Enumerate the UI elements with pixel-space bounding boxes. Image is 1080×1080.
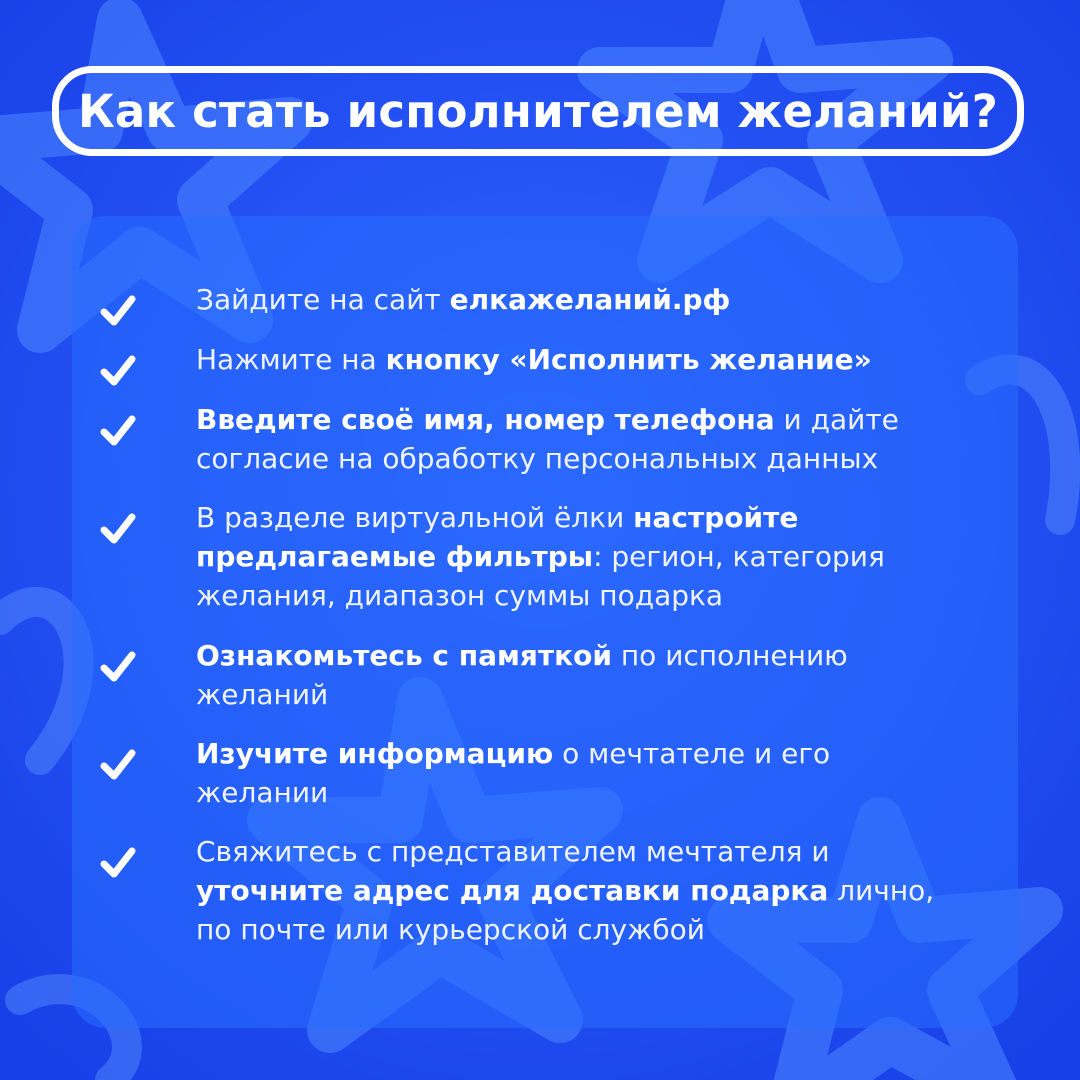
step-text-bold: уточните адрес для доставки подарка — [196, 874, 829, 907]
step-text — [196, 280, 996, 319]
step-text-regular: Свяжитесь с представителем мечтателя и — [196, 835, 830, 868]
step-text-regular: по почте или курьерской службой — [196, 913, 705, 946]
check-icon — [100, 748, 136, 782]
step-text-regular: лично, — [828, 874, 935, 907]
step-text — [196, 636, 996, 714]
step-text-regular: : регион, категория — [593, 540, 885, 573]
step-line — [196, 734, 996, 773]
step-text-bold: елкажеланий.рф — [449, 283, 731, 316]
step-line — [196, 537, 996, 576]
step-line — [196, 871, 996, 910]
step-text — [196, 832, 996, 949]
step-text-bold: Введите своё имя, номер телефона — [196, 403, 775, 436]
step-text-bold: предлагаемые фильтры — [196, 540, 594, 573]
step-text-regular: и дайте — [774, 403, 899, 436]
check-icon — [100, 294, 136, 328]
step-line — [196, 832, 996, 871]
step-line — [196, 636, 996, 675]
step-line — [196, 280, 996, 319]
step-text — [196, 734, 996, 812]
step-text-regular: Нажмите на — [196, 343, 386, 376]
step-line — [196, 675, 996, 714]
step-text-bold: Ознакомьтесь с памяткой — [196, 639, 612, 672]
step-text-regular: желания, диапазон суммы подарка — [196, 579, 724, 612]
check-icon — [100, 414, 136, 448]
step-text-bold: настройте — [633, 501, 799, 534]
step-line — [196, 773, 996, 812]
page-title: Как стать исполнителем желаний? — [77, 84, 999, 138]
step-text-regular: по исполнению — [611, 639, 848, 672]
step-line — [196, 576, 996, 615]
check-icon — [100, 354, 136, 388]
check-icon — [100, 650, 136, 684]
step-text-regular: В разделе виртуальной ёлки — [196, 501, 634, 534]
step-text-bold: кнопку «Исполнить желание» — [385, 343, 872, 376]
check-icon — [100, 512, 136, 546]
step-line — [196, 498, 996, 537]
check-icon — [100, 846, 136, 880]
step-line — [196, 910, 996, 949]
step-text-regular: о мечтателе и его — [553, 737, 831, 770]
step-text-regular: согласие на обработку персональных данных — [196, 442, 879, 475]
step-text-bold: Изучите информацию — [196, 737, 554, 770]
step-text-regular: желании — [196, 776, 329, 809]
step-text-regular: Зайдите на сайт — [196, 283, 450, 316]
step-line — [196, 400, 996, 439]
step-text-regular: желаний — [196, 678, 329, 711]
step-text — [196, 340, 996, 379]
step-line — [196, 340, 996, 379]
step-line — [196, 439, 996, 478]
step-text — [196, 400, 996, 478]
step-text — [196, 498, 996, 615]
